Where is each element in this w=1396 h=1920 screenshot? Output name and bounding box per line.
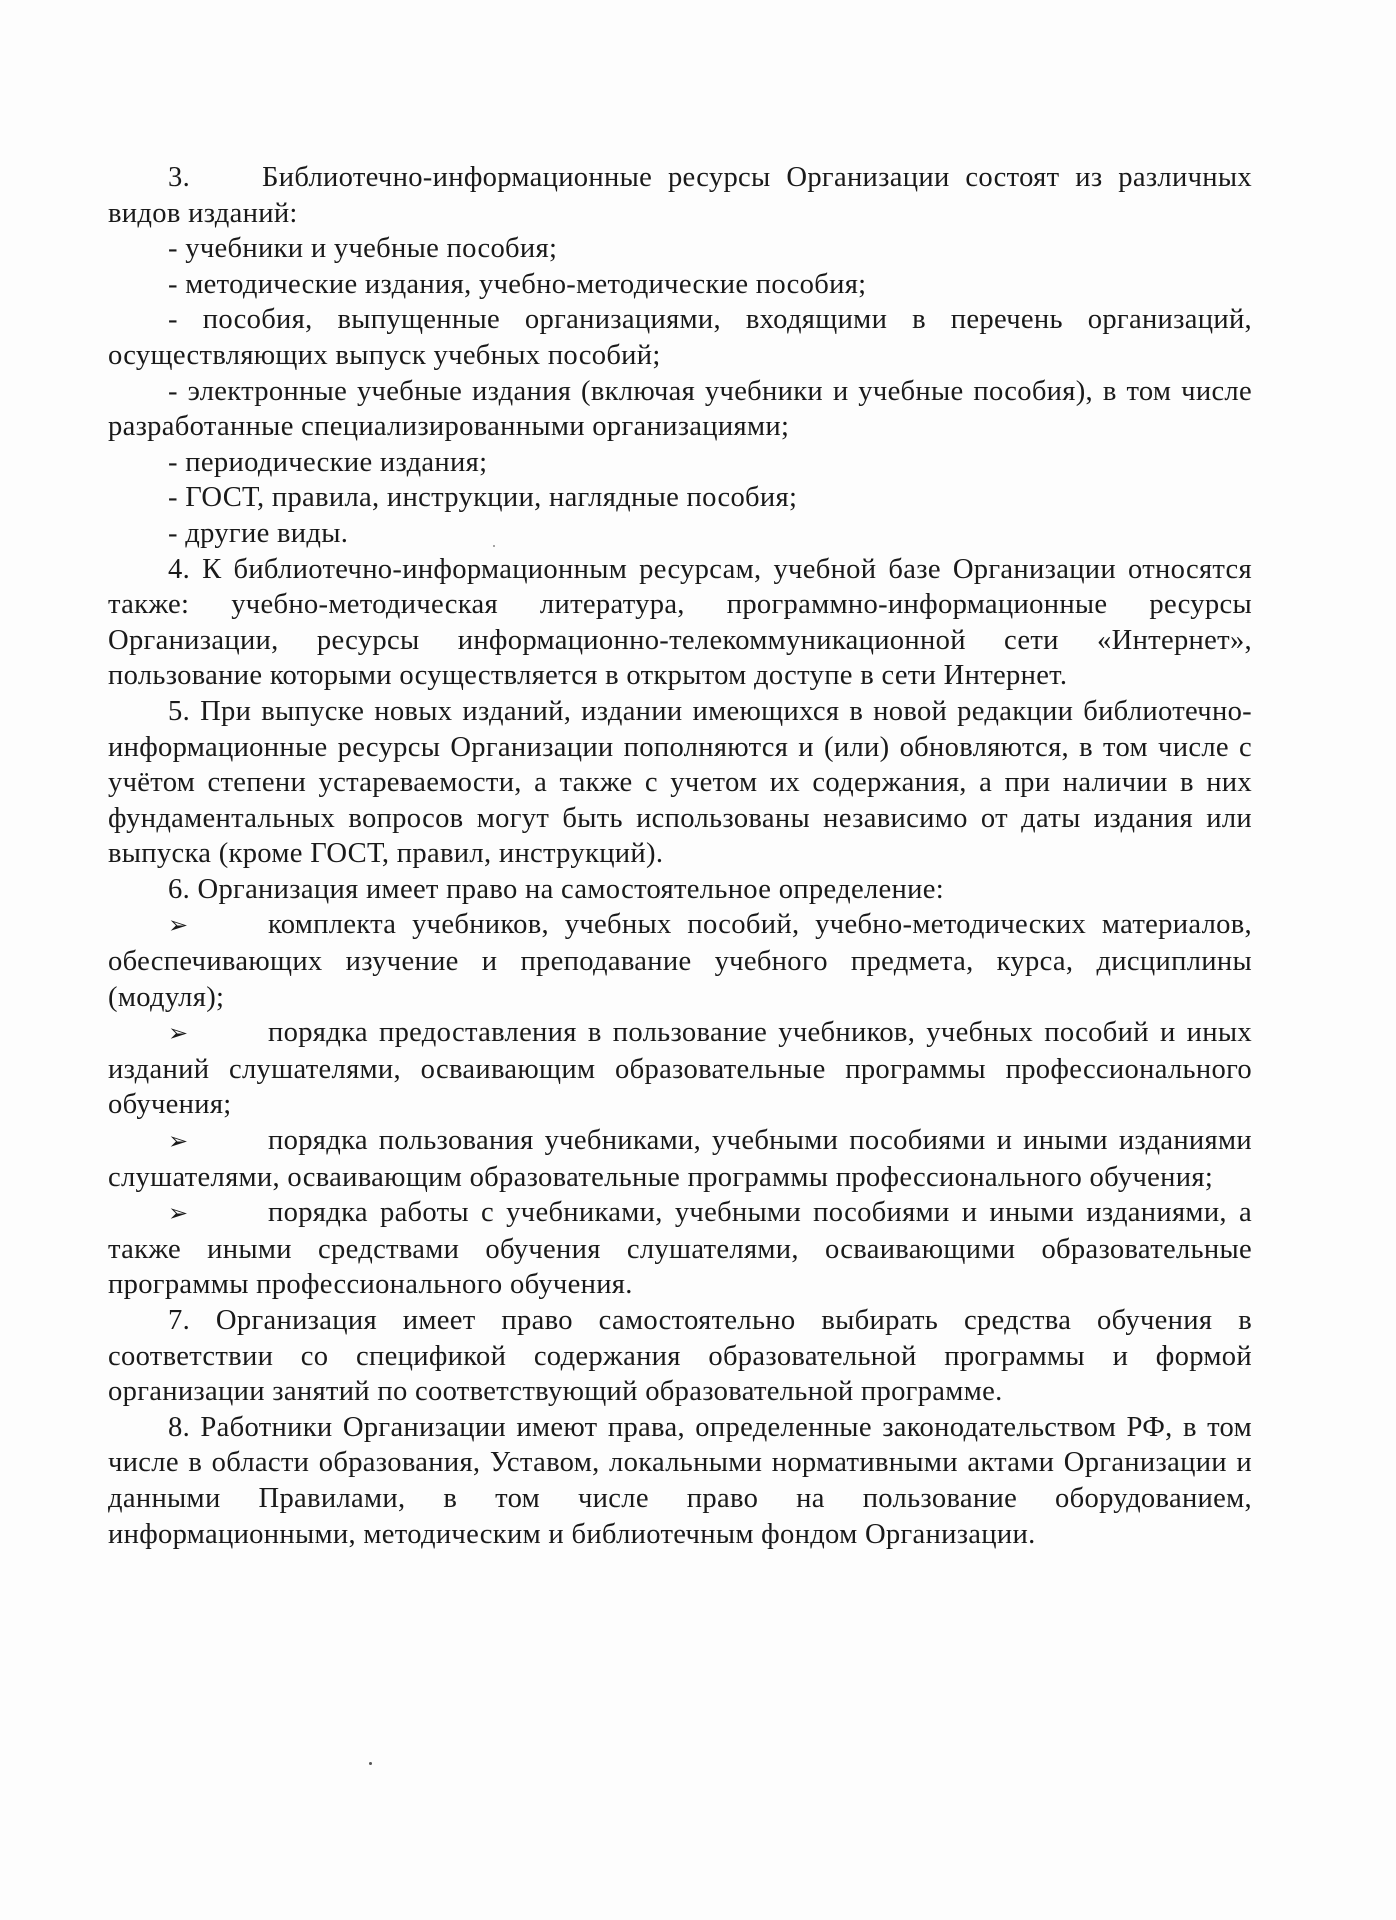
bullet-item <box>108 1123 1252 1195</box>
list-item: - пособия, выпущенные организациями, входящими в перечень организаций, осуществляющих выпуск учебных пособий; <box>108 304 1252 371</box>
document-body <box>108 160 1252 1552</box>
bullet-item-text: порядка пользования учебниками, учебными пособиями и иными изданиями слушателями, осваивающим образовательные программы профессионального обучения; <box>108 1125 1252 1193</box>
paragraph-3-number: 3. <box>168 162 191 193</box>
bullet-item-text: порядка работы с учебниками, учебными пособиями и иными изданиями, а также иными средствами обучения слушателями, осваивающими образовательные программы профессионального обучения. <box>108 1197 1252 1301</box>
scan-speck <box>493 545 495 547</box>
list-item: - электронные учебные издания (включая учебники и учебные пособия), в том числе разработанные специализированными организациями; <box>108 375 1252 443</box>
paragraph-3-text: Библиотечно-информационные ресурсы Организации состоят из различных видов изданий: <box>108 162 1252 229</box>
arrow-bullet-icon: ➢ <box>168 911 189 940</box>
arrow-bullet-icon: ➢ <box>168 1019 189 1048</box>
list-item: - ГОСТ, правила, инструкции, наглядные пособия; <box>168 482 798 514</box>
paragraph-3 <box>108 160 1252 231</box>
paragraph-6: 6. Организация имеет право на самостоятельное определение: <box>168 873 944 905</box>
list-item: - методические издания, учебно-методические пособия; <box>168 268 867 300</box>
list-item: - другие виды. <box>168 517 349 549</box>
paragraph-5: 5. При выпуске новых изданий, издании имеющихся в новой редакции библиотечно-информационные ресурсы Организации пополняются и (или) обновляются, в том числе с учётом степени устареваемости, а также с учетом их содержания, а при наличии в них фундаментальных вопросов могут быть использованы независимо от даты издания или выпуска (кроме ГОСТ, правил, инструкций). <box>108 695 1252 870</box>
paragraph-4: 4. К библиотечно-информационным ресурсам, учебной базе Организации относятся также: учебно-методическая литература, программно-информационные ресурсы Организации, ресурсы информационно-телекоммуникационной сети «Интернет», пользование которыми осуществляется в открытом доступе в сети Интернет. <box>108 553 1252 692</box>
arrow-bullet-icon: ➢ <box>168 1127 189 1156</box>
paragraph-8: 8. Работники Организации имеют права, определенные законодательством РФ, в том числе в области образования, Уставом, локальными нормативными актами Организации и данными Правилами, в том числе право на пользование оборудованием, информационными, методическим и библиотечным фондом Организации. <box>108 1411 1252 1550</box>
bullet-item-text: комплекта учебников, учебных пособий, учебно-методических материалов, обеспечивающих изучение и преподавание учебного предмета, курса, дисциплины (модуля); <box>108 909 1252 1013</box>
list-item: - учебники и учебные пособия; <box>168 233 558 265</box>
bullet-item-text: порядка предоставления в пользование учебников, учебных пособий и иных изданий слушателями, осваивающим образовательные программы профессионального обучения; <box>108 1017 1252 1121</box>
scan-speck <box>369 1762 372 1765</box>
bullet-item <box>108 1015 1252 1123</box>
paragraph-7: 7. Организация имеет право самостоятельно выбирать средства обучения в соответствии со спецификой содержания образовательной программы и формой организации занятий по соответствующий образовательной программе. <box>108 1305 1252 1408</box>
bullet-item <box>108 1195 1252 1303</box>
arrow-bullet-icon: ➢ <box>168 1199 189 1228</box>
list-item: - периодические издания; <box>168 446 488 478</box>
bullet-item <box>108 907 1252 1015</box>
